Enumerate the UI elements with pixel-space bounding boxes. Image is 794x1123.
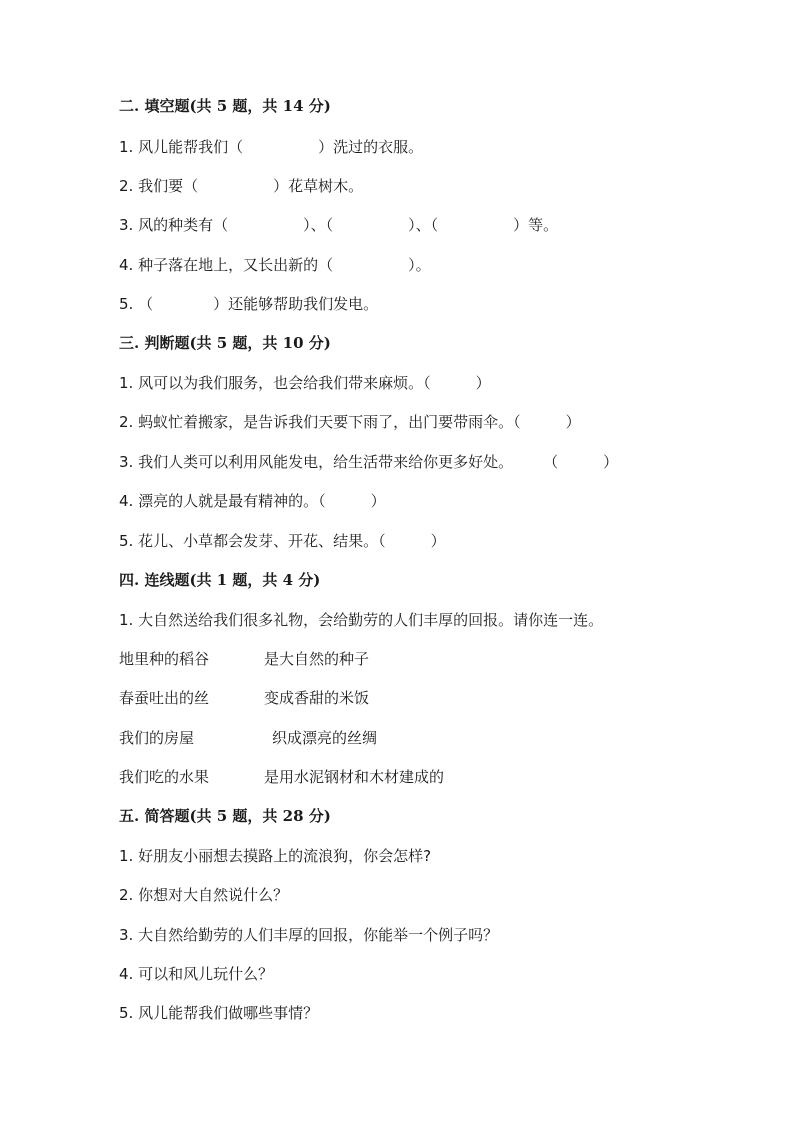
question-text: 1. 好朋友小丽想去摸路上的流浪狗，你会怎样? <box>119 847 432 865</box>
match-left-item: 我们吃的水果 <box>119 768 210 786</box>
match-right-item: 变成香甜的米饭 <box>264 689 370 707</box>
section-heading-fill-in: 二. 填空题(共 5 题，共 14 分) <box>119 97 331 115</box>
match-left-item: 地里种的稻谷 <box>119 650 210 668</box>
question-text: 2. 蚂蚁忙着搬家，是告诉我们天要下雨了，出门要带雨伞。（ ） <box>119 413 581 431</box>
match-left-item: 我们的房屋 <box>119 729 195 747</box>
question-text: 3. 大自然给勤劳的人们丰厚的回报，你能举一个例子吗？ <box>119 926 499 944</box>
match-left-item: 春蚕吐出的丝 <box>119 689 210 707</box>
match-right-item: 织成漂亮的丝绸 <box>272 729 378 747</box>
question-text: 5. （ ）还能够帮助我们发电。 <box>119 295 379 313</box>
question-text: 2. 你想对大自然说什么？ <box>119 886 289 904</box>
section-heading-matching: 四. 连线题(共 1 题，共 4 分) <box>119 571 321 589</box>
question-text: 2. 我们要（ ）花草树木。 <box>119 177 364 195</box>
question-text: 1. 大自然送给我们很多礼物，会给勤劳的人们丰厚的回报。请你连一连。 <box>119 611 604 629</box>
match-right-item: 是用水泥钢材和木材建成的 <box>264 768 445 786</box>
question-text: 4. 种子落在地上，又长出新的（ ）。 <box>119 256 431 274</box>
section-heading-short-answer: 五. 简答题(共 5 题，共 28 分) <box>119 807 331 825</box>
question-text: 4. 漂亮的人就是最有精神的。（ ） <box>119 492 386 510</box>
question-text: 5. 花儿、小草都会发芽、开花、结果。（ ） <box>119 532 446 550</box>
question-text: 3. 风的种类有（ ）、（ ）、（ ）等。 <box>119 216 559 234</box>
question-text: 5. 风儿能帮我们做哪些事情？ <box>119 1004 319 1022</box>
match-right-item: 是大自然的种子 <box>264 650 370 668</box>
question-text: 3. 我们人类可以利用风能发电，给生活带来给你更多好处。 （ ） <box>119 453 619 471</box>
question-text: 4. 可以和风儿玩什么？ <box>119 965 274 983</box>
question-text: 1. 风儿能帮我们（ ）洗过的衣服。 <box>119 138 424 156</box>
section-heading-true-false: 三. 判断题(共 5 题，共 10 分) <box>119 334 331 352</box>
question-text: 1. 风可以为我们服务，也会给我们带来麻烦。（ ） <box>119 374 491 392</box>
